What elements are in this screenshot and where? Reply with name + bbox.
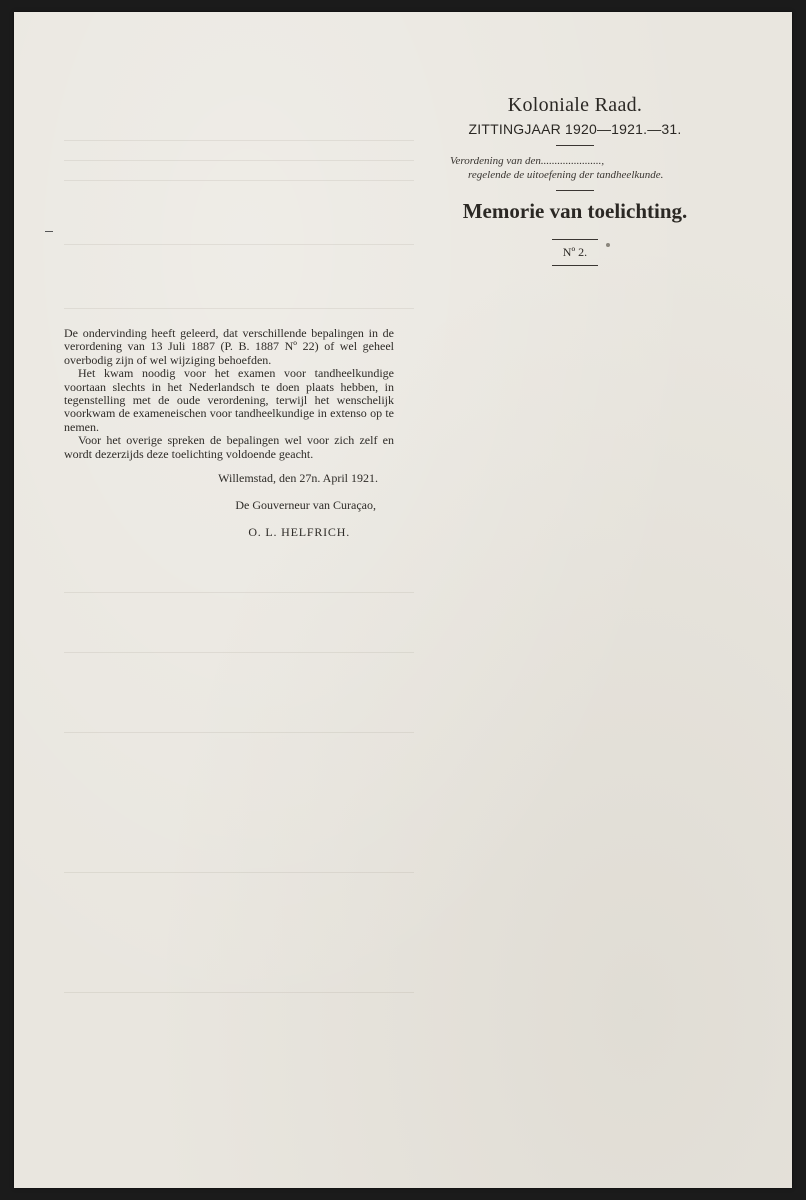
ordinance-line-1: Verordening van den......................, [450,155,605,167]
ink-dot [606,243,610,247]
show-through-line [64,652,414,653]
divider [552,265,598,266]
margin-mark [45,231,53,232]
show-through-line [64,160,414,161]
document-number: Nº 2. [562,245,588,259]
divider [556,145,594,146]
document-number-block [552,234,598,271]
memo-title: Memorie van toelichting. [462,199,688,223]
signer-role: De Gouverneur van Curaçao, [235,498,376,512]
show-through-line [64,992,414,993]
show-through-line [64,244,414,245]
ordinance-subject [440,154,710,182]
ordinance-line-2: regelende de uitoefening der tandheelkunde. [468,169,664,181]
show-through-line [64,140,414,141]
memo-body [64,327,394,461]
show-through-line [64,872,414,873]
council-title: Koloniale Raad. [507,94,643,116]
body-paragraph: De ondervinding heeft geleerd, dat verschillende bepalingen in de verordening van 13 Juli 1887 (P. B. 1887 Nº 22) of wel geheel overbodig zijn of wel wijziging behoefden. [64,326,394,367]
body-paragraph: Voor het overige spreken de bepalingen wel voor zich zelf en wordt dezerzijds deze toelichting voldoende geacht. [64,433,394,461]
session-year: ZITTINGJAAR 1920—1921.—31. [468,121,682,137]
body-paragraph: Het kwam noodig voor het examen voor tandheelkundige voortaan slechts in het Nederlandsch te doen plaats hebben, in tegenstelling met de oude verordening, terwijl het wenschelijk voorkwam de exameneischen voor tandheelkundige in extenso op te nemen. [64,366,394,434]
divider [556,190,594,191]
divider [552,239,598,240]
show-through-line [64,732,414,733]
document-header [440,82,710,271]
show-through-line [64,592,414,593]
show-through-line [64,180,414,181]
signer-name: O. L. HELFRICH. [248,525,350,539]
signing-date: Willemstad, den 27n. April 1921. [218,471,378,485]
show-through-line [64,308,414,309]
